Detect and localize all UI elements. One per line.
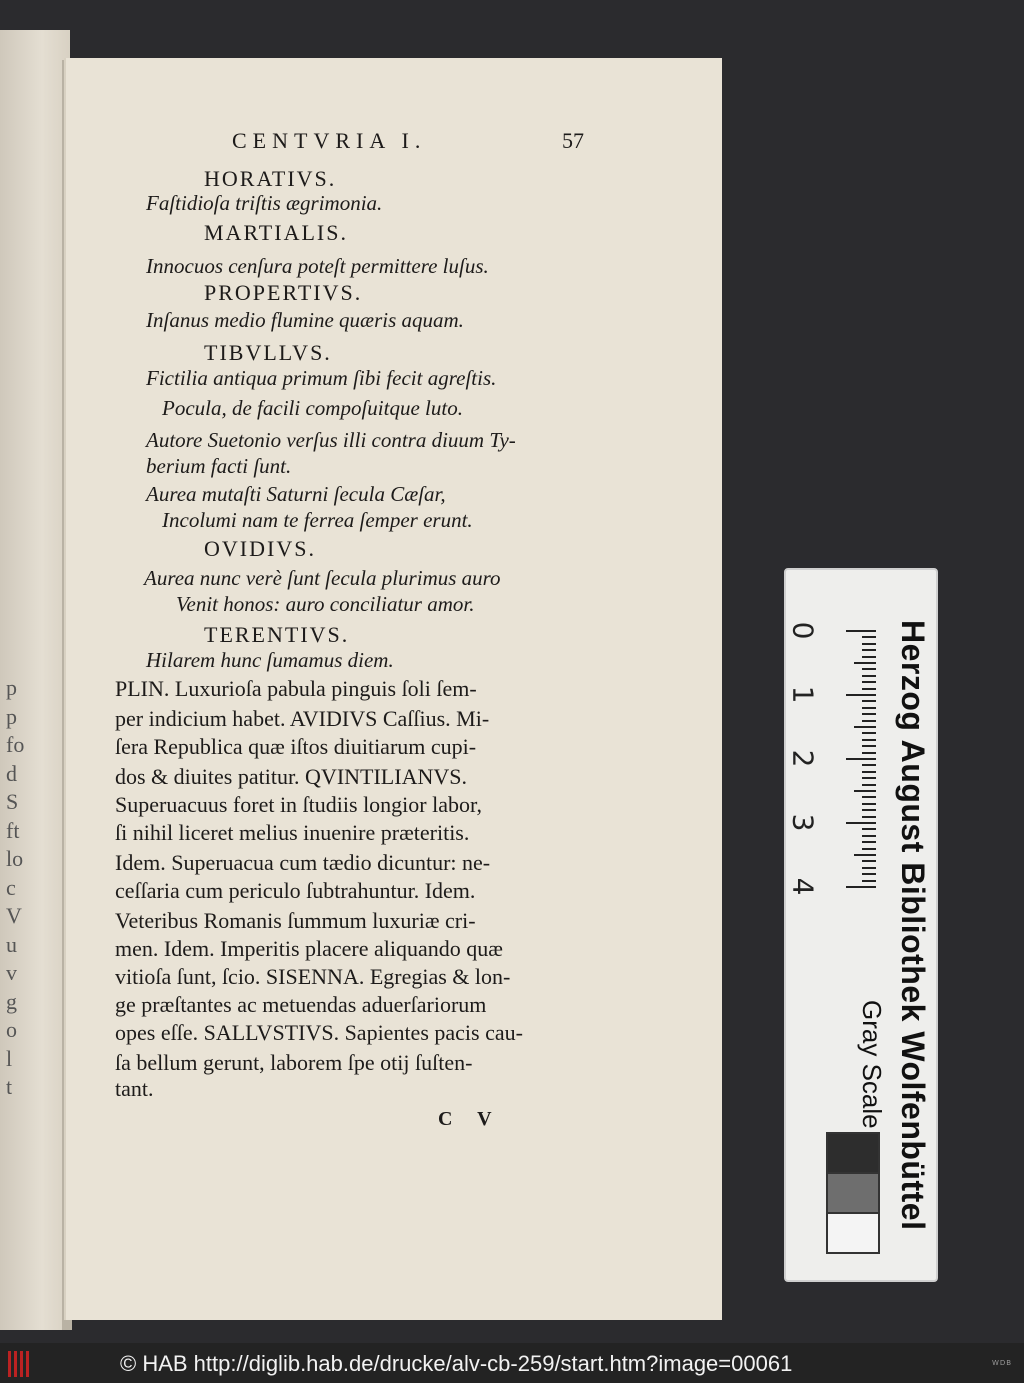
ruler-tick — [862, 700, 876, 702]
ruler-tick — [862, 656, 876, 658]
ruler-tick — [854, 726, 876, 728]
author-heading: HORATIVS. — [204, 166, 337, 191]
previous-page-letter: ft — [6, 817, 20, 843]
previous-page-letter: d — [6, 760, 17, 786]
prose-line: dos & diuites patitur. QVINTILIANVS. — [115, 764, 467, 789]
ruler-tick — [846, 630, 876, 632]
previous-page-letter: u — [6, 931, 17, 957]
prose-line: ge præſtantes ac metuendas aduerſariorum — [115, 992, 487, 1017]
page-number: 57 — [562, 128, 584, 153]
ruler-tick — [862, 649, 876, 651]
ruler-tick — [862, 816, 876, 818]
ruler-tick — [862, 867, 876, 869]
verse-line: Faſtidioſa triſtis ægrimonia. — [146, 191, 383, 215]
prose-line: opes eſſe. SALLVSTIVS. Sapientes pacis cau- — [115, 1020, 523, 1045]
ruler-tick — [862, 771, 876, 773]
previous-page-letter: lo — [6, 846, 24, 871]
ruler-tick — [862, 720, 876, 722]
ruler-tick — [846, 822, 876, 824]
prose-line: Veteribus Romanis ſummum luxuriæ cri- — [115, 908, 476, 933]
ruler-tick — [862, 777, 876, 779]
ruler-tick — [862, 809, 876, 811]
previous-page-letter: t — [6, 1074, 13, 1099]
ruler-tick — [846, 758, 876, 760]
verse-line: berium facti ſunt. — [146, 454, 292, 478]
prose-line: Superuacuus foret in ſtudiis longior labor, — [115, 792, 482, 817]
ruler-number: 2 — [786, 749, 820, 768]
author-heading: PROPERTIVS. — [204, 280, 363, 305]
ruler-tick — [854, 854, 876, 856]
ruler-tick — [862, 668, 876, 670]
signature-mark: C V — [438, 1108, 502, 1130]
ruler-tick — [862, 745, 876, 747]
previous-page-letter: c — [6, 874, 16, 900]
ruler-tick — [862, 732, 876, 734]
ruler-tick — [862, 681, 876, 683]
verse-line: Aurea mutaſti Saturni ſecula Cæſar, — [146, 482, 446, 506]
previous-page-letter: l — [6, 1045, 13, 1071]
verse-line: Incolumi nam te ferrea ſemper erunt. — [162, 508, 473, 532]
prose-line: vitioſa ſunt, ſcio. SISENNA. Egregias & lon- — [115, 964, 511, 989]
gray-swatch — [826, 1172, 880, 1214]
ruler-tick — [862, 764, 876, 766]
footer-bar — [0, 1343, 1024, 1383]
ruler-tick — [862, 688, 876, 690]
verse-line: Fictilia antiqua primum ſibi fecit agreſtis. — [146, 366, 497, 390]
book-page — [64, 58, 722, 1320]
copyright-url: © HAB http://diglib.hab.de/drucke/alv-cb-259/start.htm?image=00061 — [120, 1351, 793, 1376]
ruler-tick — [862, 841, 876, 843]
previous-page-letter: o — [6, 1017, 17, 1042]
prose-line: ſera Republica quæ iſtos diuitiarum cupi- — [115, 734, 477, 759]
ruler-tick — [862, 643, 876, 645]
author-heading: MARTIALIS. — [204, 220, 348, 245]
prose-line: tant. — [115, 1076, 154, 1101]
previous-page-letter: p — [6, 675, 17, 700]
ruler-tick — [862, 880, 876, 882]
institution-label: Herzog August Bibliothek Wolfenbüttel — [895, 620, 931, 1231]
gray-swatch — [826, 1212, 880, 1254]
ruler-tick — [846, 694, 876, 696]
previous-page-letter: v — [6, 960, 17, 985]
prose-line: ſi nihil liceret melius inuenire præteritis. — [115, 820, 470, 845]
ruler-tick — [862, 848, 876, 850]
ruler-tick — [862, 803, 876, 805]
ruler-tick — [862, 675, 876, 677]
prose-line: Idem. Superuacua cum tædio dicuntur: ne- — [115, 850, 491, 875]
gray-scale-label: Gray Scale — [857, 1000, 887, 1129]
previous-page-letter: fo — [6, 732, 25, 757]
prose-line: ſa bellum gerunt, laborem ſpe otij ſuſten- — [115, 1050, 473, 1075]
ruler-tick — [862, 713, 876, 715]
previous-page-letter: S — [6, 789, 19, 814]
ruler-tick — [862, 752, 876, 754]
ruler-tick — [862, 796, 876, 798]
ruler-tick — [862, 707, 876, 709]
hab-logo-icon — [8, 1351, 30, 1377]
ruler-tick — [862, 784, 876, 786]
prose-line: per indicium habet. AVIDIVS Caſſius. Mi- — [115, 706, 490, 731]
footer-mark: WDB — [992, 1359, 1013, 1367]
previous-page-letter: g — [6, 988, 17, 1014]
author-heading: OVIDIVS. — [204, 536, 316, 561]
ruler-tick — [854, 662, 876, 664]
previous-page-letter: V — [6, 903, 22, 928]
prose-line: men. Idem. Imperitis placere aliquando quæ — [115, 936, 503, 961]
ruler-tick — [846, 886, 876, 888]
running-head: CENTVRIA I. — [232, 128, 427, 153]
previous-page-letter: p — [6, 703, 17, 729]
ruler-tick — [862, 636, 876, 638]
ruler-number: 0 — [786, 621, 820, 640]
verse-line: Venit honos: auro conciliatur amor. — [176, 592, 475, 616]
ruler-tick — [862, 860, 876, 862]
verse-line: Inſanus medio flumine quæris aquam. — [146, 308, 464, 332]
color-scale-ruler — [784, 568, 938, 1282]
verse-line: Aurea nunc verè ſunt ſecula plurimus auro — [144, 566, 501, 590]
ruler-number: 3 — [786, 813, 820, 832]
ruler-tick — [862, 828, 876, 830]
verse-line: Innocuos cenſura poteſt permittere luſus. — [146, 254, 489, 278]
prose-line: ceſſaria cum periculo ſubtrahuntur. Idem. — [115, 878, 476, 903]
ruler-number: 4 — [786, 877, 820, 896]
ruler-tick — [862, 835, 876, 837]
prose-line: PLIN. Luxurioſa pabula pinguis ſoli ſem- — [115, 676, 477, 701]
author-heading: TERENTIVS. — [204, 622, 350, 647]
page-text — [64, 58, 722, 1320]
verse-line: Pocula, de facili compoſuitque luto. — [162, 396, 463, 420]
gray-swatch — [826, 1132, 880, 1174]
ruler-number: 1 — [786, 685, 820, 704]
verse-line: Hilarem hunc ſumamus diem. — [146, 648, 394, 672]
author-heading: TIBVLLVS. — [204, 340, 332, 365]
ruler-tick — [854, 790, 876, 792]
ruler-tick — [862, 739, 876, 741]
ruler-tick — [862, 873, 876, 875]
verse-line: Autore Suetonio verſus illi contra diuum Ty- — [146, 428, 516, 452]
